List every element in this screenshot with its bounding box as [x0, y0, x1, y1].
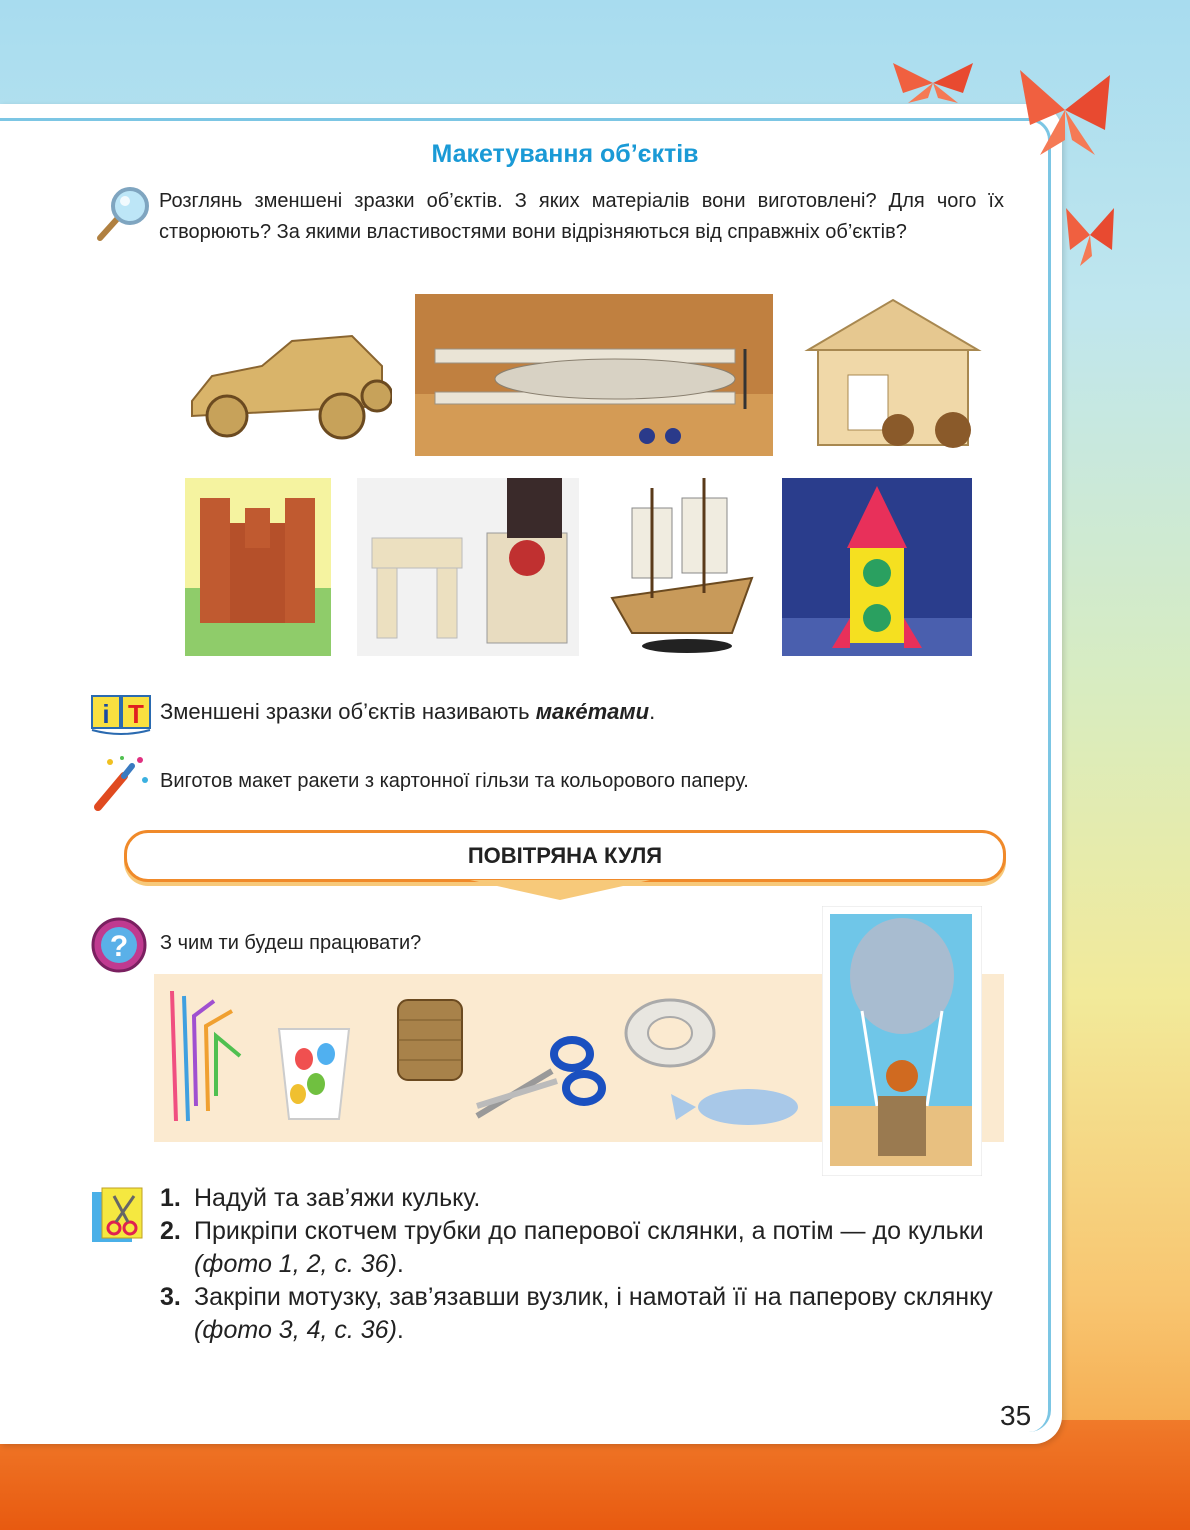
definition-text: Зменшені зразки об’єктів називають маке́тами.: [160, 699, 656, 724]
banner-pointer: [470, 880, 650, 900]
svg-text:?: ?: [109, 930, 129, 963]
svg-text:T: T: [128, 699, 144, 729]
list-item: 3. Закріпи мотузку, зав’язавши вузлик, і намотай її на паперову склянку (фото 3, 4, с. 36).: [160, 1283, 993, 1344]
biplane-model-photo: [415, 294, 773, 456]
scissors-icon: [472, 1026, 612, 1126]
magnifier-icon: [90, 186, 152, 244]
task-text: Виготов макет ракети з картонної гільзи та кольорового паперу.: [160, 770, 749, 792]
hot-air-balloon-photo: [822, 906, 982, 1176]
castle-model-photo: [185, 478, 331, 656]
matchbox-furniture-photo: [357, 478, 579, 656]
question-text: З чим ти будеш працювати?: [160, 932, 422, 954]
butterfly-icon: [888, 58, 978, 108]
info-term-icon: [90, 694, 152, 736]
rocket-model-photo: [782, 478, 972, 656]
sailing-ship-model-photo: [592, 468, 768, 656]
butterfly-icon: [1062, 200, 1118, 270]
magic-brush-icon: [90, 752, 152, 812]
svg-text:i: i: [102, 699, 110, 729]
tape-roll-icon: [622, 996, 718, 1070]
intro-text: Розглянь зменшені зразки об’єктів. З яких матеріалів вони виготовлені? Для чого їх створюють? За якими властивостями вони відрізняються від справжніх об’єктів?: [159, 190, 1004, 243]
section-title: ПОВІТРЯНА КУЛЯ: [467, 843, 663, 868]
question-icon: [90, 916, 148, 974]
steps-list: [160, 1182, 1040, 1347]
page-title: Макетування об’єктів: [431, 140, 699, 168]
twine-spool-icon: [394, 994, 466, 1086]
definition-term: маке́тами: [535, 699, 650, 724]
deflated-balloon-icon: [666, 1082, 801, 1132]
list-item: 2. Прикріпи скотчем трубки до паперової склянки, а потім — до кульки (фото 1, 2, с. 36).: [160, 1217, 984, 1278]
wooden-car-model-photo: [182, 316, 392, 452]
craft-activity-icon: [90, 1186, 152, 1246]
section-banner: [124, 830, 1006, 882]
page-number: 35: [1000, 1400, 1032, 1431]
paper-cup-icon: [274, 1024, 354, 1124]
wooden-house-model-photo: [788, 290, 998, 456]
drinking-straws-icon: [164, 986, 244, 1126]
list-item: 1. Надуй та зав’яжи кульку.: [160, 1184, 481, 1212]
